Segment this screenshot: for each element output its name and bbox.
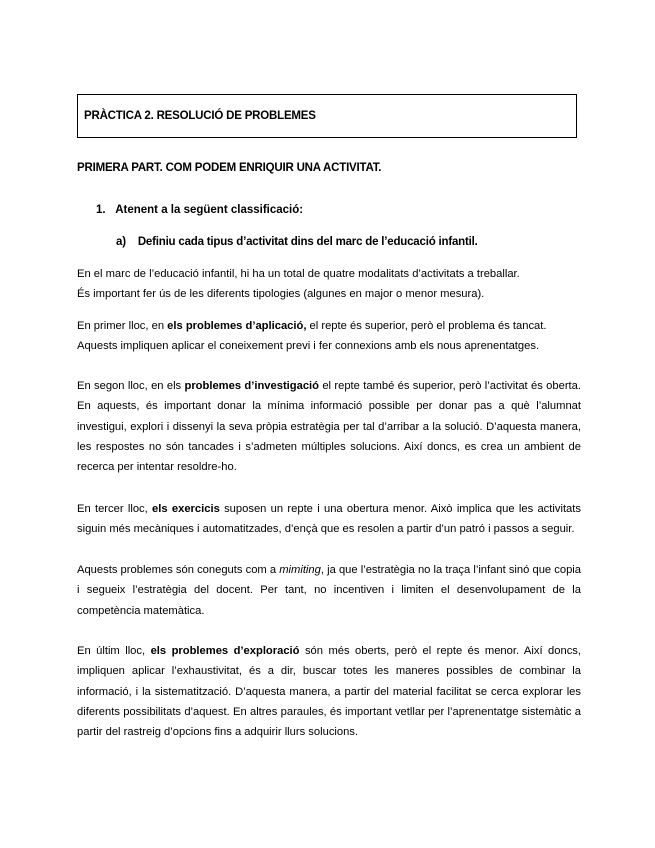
question-number: 1. bbox=[96, 204, 106, 216]
exploracio-term: els problemes d’exploració bbox=[150, 645, 300, 657]
exercicis-term: els exercicis bbox=[152, 503, 220, 515]
question-text: Atenent a la següent classificació: bbox=[115, 204, 304, 216]
aplicacio-pre: En primer lloc, en bbox=[77, 320, 168, 332]
paragraph-investigacio bbox=[77, 376, 581, 477]
paragraph-exercicis bbox=[77, 499, 581, 540]
subquestion-text: Definiu cada tipus d’activitat dins del marc de l’educació infantil. bbox=[137, 236, 478, 248]
investigacio-post: el repte també és superior, però l’activitat és oberta. En aquests, és important donar la mínima informació possible per donar pas a què l’alumnat investigui, explori i dissenyi la seva pròpia estratègia per tal d’arribar a la solució. D’aquesta manera, les respostes no són tancades i s’admeten múltiples solucions. Així doncs, es crea un ambient de recerca per intentar resoldre-ho. bbox=[77, 380, 581, 474]
exploracio-post: són més oberts, però el repte és menor. Així doncs, impliquen aplicar l’exhaustivitat, és a dir, buscar totes les maneres possibles de combinar la informació, i la sistematització. D’aquesta manera, a partir del material facilitat se cerca explorar les diferents possibilitats d’aquest. En altres paraules, és important vetllar per l’aprenentatge sistemàtic a partir del rastreig d’opcions fins a adquirir llurs solucions. bbox=[77, 645, 581, 739]
mimiting-term: mimiting bbox=[279, 564, 321, 576]
aplicacio-post: el repte és superior, però el problema és tancat. Aquests impliquen aplicar el coneixement previ i fer connexions amb els nous aprenentatges. bbox=[77, 320, 547, 353]
paragraph-aplicacio bbox=[77, 316, 581, 357]
investigacio-term: problemes d’investigació bbox=[184, 380, 319, 392]
mimiting-pre: Aquests problemes són coneguts com a bbox=[77, 564, 280, 576]
aplicacio-term: els problemes d’aplicació, bbox=[167, 320, 307, 332]
paragraph-exploracio bbox=[77, 641, 581, 742]
intro-line-2: És important fer ús de les diferents tipologies (algunes en major o menor mesura). bbox=[77, 288, 485, 301]
question-1 bbox=[96, 204, 303, 216]
page-title: PRÀCTICA 2. RESOLUCIÓ DE PROBLEMES bbox=[77, 94, 577, 138]
mimiting-post: , ja que l’estratègia no la traça l’infant sinó que copia i segueix l’estratègia del docent. Per tant, no incentiven i limiten el desenvolupament de la competència matemàtica. bbox=[77, 564, 582, 617]
exercicis-pre: En tercer lloc, bbox=[77, 503, 153, 515]
exploracio-pre: En últim lloc, bbox=[77, 645, 151, 657]
intro-paragraph bbox=[77, 264, 581, 305]
subquestion-a bbox=[116, 236, 478, 248]
section-heading: PRIMERA PART. COM PODEM ENRIQUIR UNA ACTIVITAT. bbox=[77, 162, 382, 174]
paragraph-mimiting bbox=[77, 560, 581, 621]
subquestion-letter: a) bbox=[116, 236, 126, 248]
intro-line-1: En el marc de l’educació infantil, hi ha un total de quatre modalitats d’activitats a treballar. bbox=[77, 268, 520, 280]
investigacio-pre: En segon lloc, en els bbox=[77, 380, 185, 392]
exercicis-post: suposen un repte i una obertura menor. Això implica que les activitats siguin més mecàniques i automatitzades, d’ençà que es resolen a partir d’un patró i passos a seguir. bbox=[77, 503, 581, 536]
